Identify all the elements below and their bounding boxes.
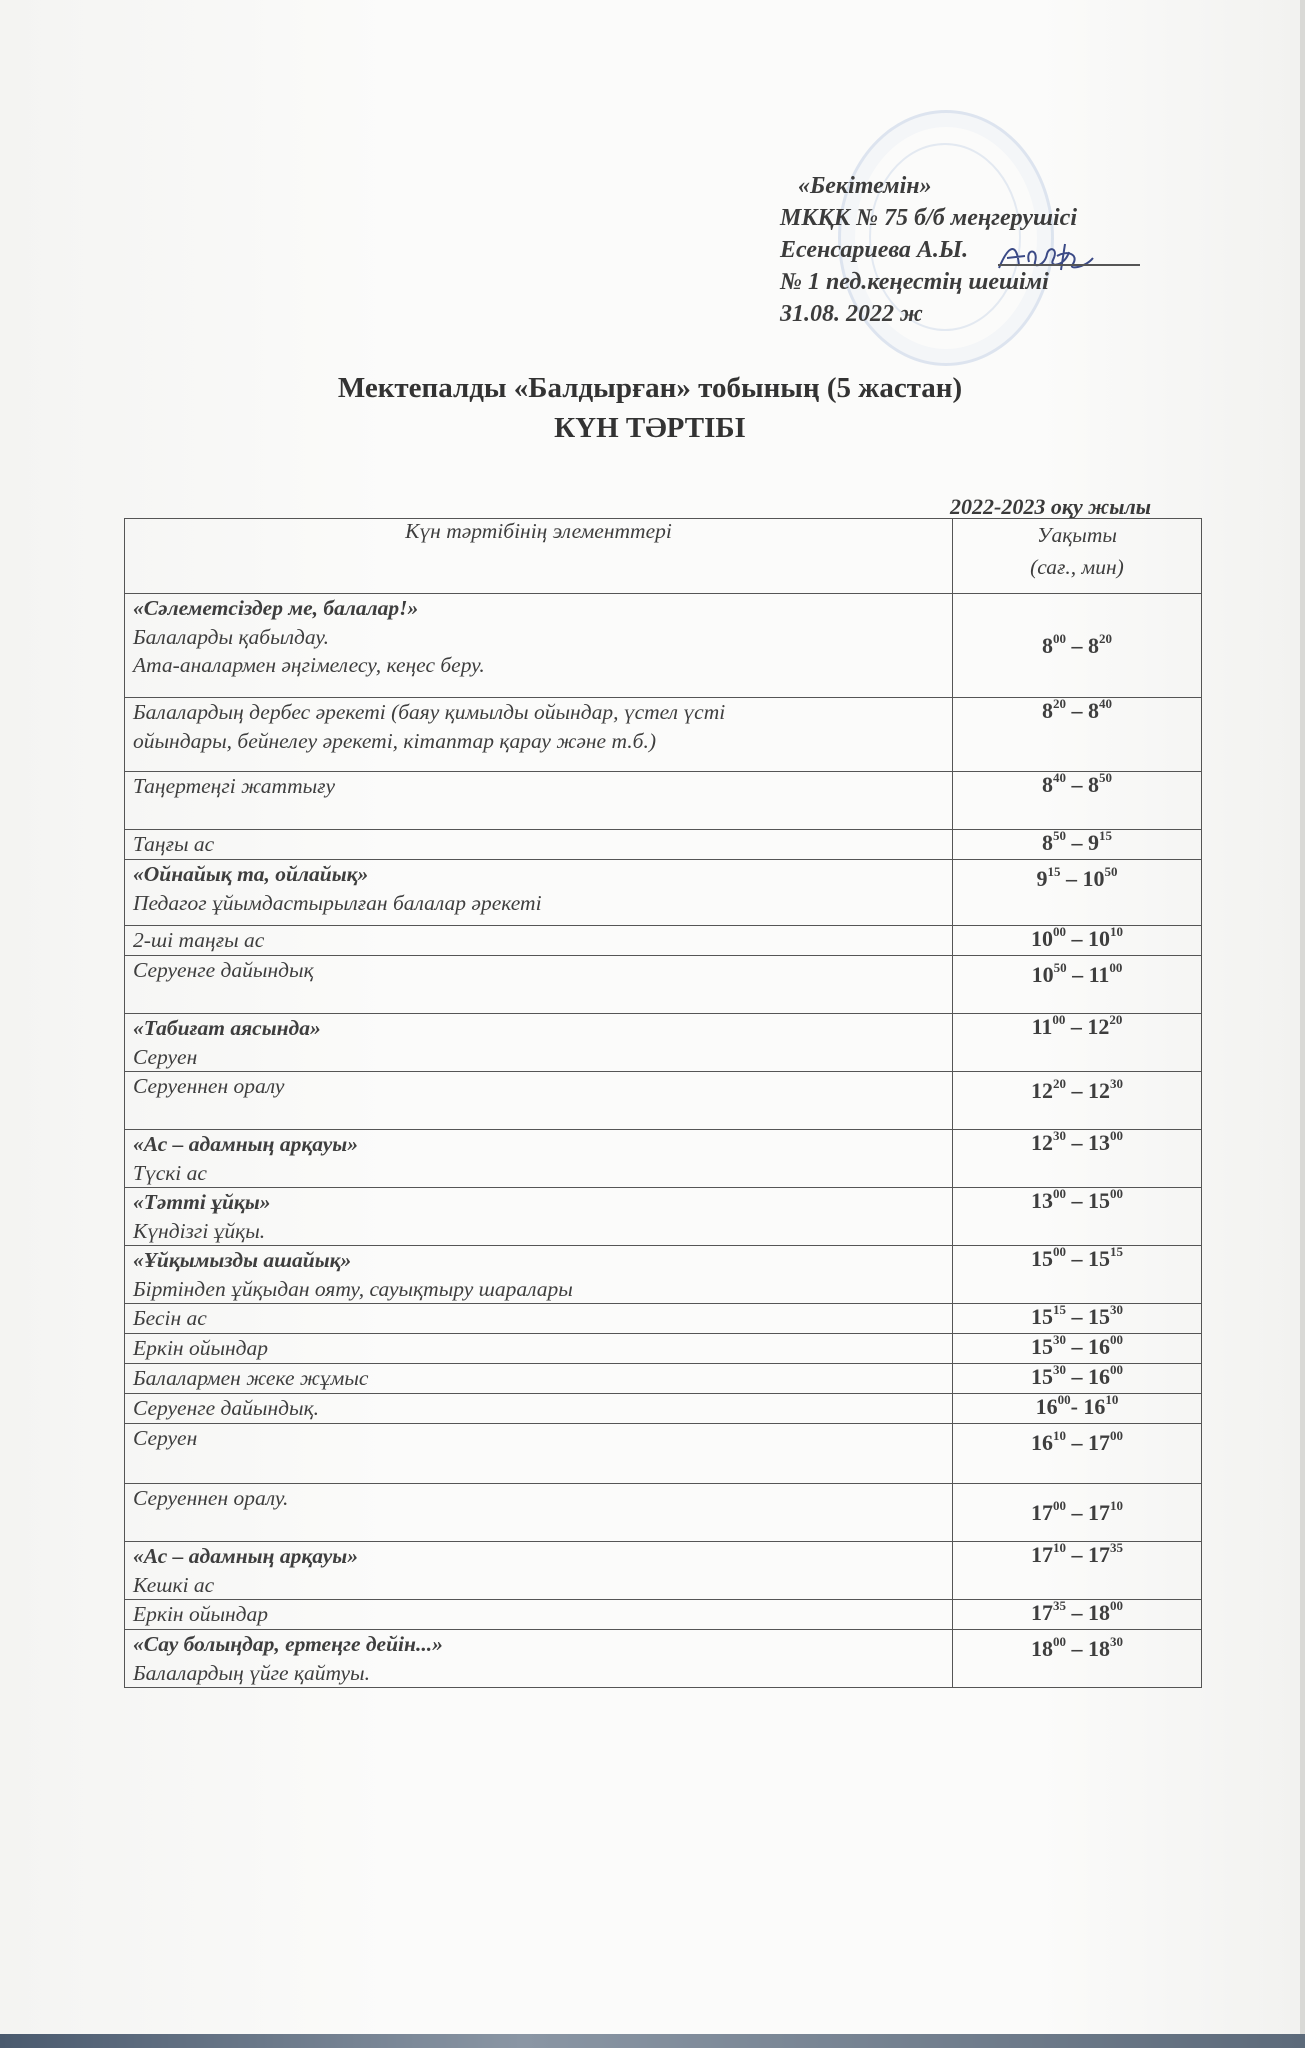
time-separator: – [1066, 926, 1088, 951]
activity-text: Педагог ұйымдастырылған балалар әрекеті [133, 890, 542, 915]
academic-year: 2022-2023 оқу жылы [950, 494, 1152, 519]
time-separator: – [1066, 1499, 1088, 1525]
time-separator: – [1066, 1130, 1088, 1155]
activity-text: Серуен [133, 1426, 198, 1450]
activity-cell [125, 1334, 953, 1364]
time-separator: – [1066, 1600, 1088, 1625]
start-hour: 17 [1031, 1600, 1053, 1625]
activity-text: Кешкі ас [133, 1572, 215, 1597]
time-separator: – [1066, 772, 1088, 797]
time-separator: - [1070, 1394, 1084, 1419]
time-separator: – [1066, 1430, 1088, 1455]
start-hour: 11 [1031, 1014, 1053, 1039]
activity-heading: «Табиғат аясында» [133, 1016, 321, 1040]
activity-heading: «Ойнайық та, ойлайық» [133, 862, 369, 886]
approval-line: МКҚК № 75 б/б меңгерушісі [780, 205, 1077, 231]
end-minutes: 20 [1099, 630, 1112, 646]
start-hour: 15 [1031, 1364, 1053, 1389]
activity-text: Балалардың дербес әрекеті (баяу қимылды ойындар, үстел үсті [133, 700, 726, 724]
time-separator: – [1060, 866, 1083, 891]
table-row [125, 1130, 1202, 1188]
end-hour: 9 [1088, 830, 1099, 855]
start-minutes: 20 [1053, 696, 1066, 711]
activity-cell [125, 772, 953, 830]
end-minutes: 10 [1110, 1497, 1123, 1513]
schedule-table [124, 518, 1202, 1688]
start-minutes: 00 [1053, 1244, 1066, 1259]
activity-cell [125, 1246, 953, 1304]
end-minutes: 15 [1110, 1244, 1123, 1259]
signature-line [998, 264, 1140, 266]
end-hour: 8 [1088, 698, 1099, 723]
time-cell [953, 772, 1202, 830]
start-minutes: 00 [1053, 924, 1066, 939]
start-hour: 17 [1031, 1542, 1053, 1567]
table-row [125, 1304, 1202, 1334]
activity-text: Ата-аналармен әңгімелесу, кеңес беру. [133, 653, 485, 677]
time-separator: – [1066, 1542, 1088, 1567]
time-cell [953, 698, 1202, 772]
end-minutes: 00 [1110, 1332, 1123, 1347]
activity-heading: «Тәтті ұйқы» [133, 1190, 271, 1214]
activity-heading: «Ұйқымызды ашайық» [133, 1248, 352, 1272]
end-hour: 18 [1088, 1600, 1110, 1625]
time-separator: – [1066, 1188, 1088, 1213]
activity-cell [125, 1600, 953, 1630]
time-separator: – [1066, 962, 1089, 987]
activity-cell [125, 594, 953, 698]
activity-cell [125, 698, 953, 772]
activity-text: Серуенге дайындық [133, 958, 314, 982]
end-hour: 15 [1088, 1188, 1110, 1213]
table-row [125, 698, 1202, 772]
activity-cell [125, 1424, 953, 1484]
activity-cell [125, 1542, 953, 1600]
time-cell [953, 1334, 1202, 1364]
start-hour: 18 [1031, 1636, 1053, 1661]
end-minutes: 40 [1099, 696, 1112, 711]
time-separator: – [1066, 1246, 1088, 1271]
time-cell [953, 594, 1202, 698]
start-minutes: 00 [1057, 1392, 1071, 1407]
table-row [125, 860, 1202, 926]
end-hour: 16 [1088, 1334, 1110, 1359]
activity-cell [125, 926, 953, 956]
end-minutes: 30 [1110, 1302, 1123, 1317]
start-minutes: 00 [1052, 1012, 1066, 1027]
end-minutes: 10 [1110, 924, 1123, 939]
end-hour: 11 [1088, 962, 1110, 987]
start-minutes: 30 [1053, 1332, 1066, 1347]
time-cell [953, 1600, 1202, 1630]
end-hour: 8 [1088, 772, 1099, 797]
handwritten-signature [995, 240, 1105, 274]
approval-line: № 1 пед.кеңестің шешімі [780, 269, 1049, 295]
table-row [125, 1630, 1202, 1688]
end-minutes: 00 [1110, 1128, 1123, 1143]
time-separator: – [1066, 632, 1088, 658]
activity-cell [125, 1364, 953, 1394]
start-hour: 8 [1042, 772, 1053, 797]
activity-heading: «Ас – адамның арқауы» [133, 1544, 358, 1568]
time-cell [953, 1394, 1202, 1424]
end-minutes: 30 [1110, 1634, 1123, 1649]
start-hour: 12 [1031, 1130, 1053, 1155]
end-minutes: 35 [1110, 1540, 1123, 1555]
start-hour: 10 [1031, 926, 1053, 951]
start-hour: 16 [1035, 1394, 1058, 1419]
activity-cell [125, 1072, 953, 1130]
start-minutes: 10 [1053, 1540, 1066, 1555]
time-cell [953, 1424, 1202, 1484]
end-minutes: 00 [1110, 1428, 1123, 1443]
time-separator: – [1066, 1364, 1088, 1389]
activity-cell [125, 1394, 953, 1424]
activity-cell [125, 1188, 953, 1246]
activity-text: Таңертеңгі жаттығу [133, 774, 336, 798]
end-minutes: 00 [1109, 960, 1123, 975]
start-minutes: 40 [1053, 770, 1066, 785]
end-minutes: 00 [1110, 1598, 1123, 1613]
start-minutes: 00 [1053, 1186, 1066, 1201]
activity-cell [125, 956, 953, 1014]
start-minutes: 20 [1053, 1076, 1066, 1091]
activity-text [133, 1101, 944, 1130]
activity-text: Балалардың үйге қайтуы. [133, 1660, 370, 1685]
time-cell [953, 1188, 1202, 1246]
table-row [125, 1364, 1202, 1394]
start-minutes: 15 [1047, 864, 1061, 879]
end-hour: 17 [1088, 1499, 1110, 1525]
activity-text: ойындары, бейнелеу әрекеті, кітаптар қарау және т.б.) [133, 728, 656, 753]
table-row [125, 1600, 1202, 1630]
end-minutes: 30 [1110, 1076, 1123, 1091]
end-hour: 8 [1088, 632, 1099, 658]
page-bottom-edge [0, 2034, 1305, 2048]
table-row [125, 926, 1202, 956]
activity-text: Күндізгі ұйқы. [133, 1218, 266, 1243]
time-cell [953, 1246, 1202, 1304]
activity-cell [125, 1630, 953, 1688]
time-cell [953, 926, 1202, 956]
activity-text [133, 801, 944, 830]
table-row [125, 956, 1202, 1014]
time-cell [953, 1630, 1202, 1688]
activity-text: Серуенге дайындық. [133, 1396, 320, 1420]
start-hour: 15 [1031, 1246, 1053, 1271]
activity-text: Бесін ас [133, 1306, 207, 1330]
activity-heading: «Сау болыңдар, ертеңге дейін...» [133, 1632, 443, 1656]
table-row [125, 1542, 1202, 1600]
header-time [953, 519, 1202, 594]
activity-text [133, 1453, 944, 1482]
end-minutes: 20 [1109, 1012, 1123, 1027]
start-minutes: 15 [1053, 1302, 1066, 1317]
table-row [125, 830, 1202, 860]
start-hour: 10 [1031, 962, 1054, 987]
activity-text: Түскі ас [133, 1160, 207, 1185]
approval-line: «Бекітемін» [798, 173, 932, 199]
end-minutes: 15 [1099, 828, 1112, 843]
activity-cell [125, 860, 953, 926]
start-minutes: 50 [1053, 960, 1067, 975]
header-time-unit: (сағ., мин) [1030, 555, 1124, 579]
start-hour: 12 [1031, 1078, 1053, 1103]
time-separator: – [1066, 698, 1088, 723]
time-separator: – [1066, 1636, 1088, 1661]
table-row [125, 1188, 1202, 1246]
start-minutes: 00 [1053, 630, 1066, 646]
end-hour: 12 [1088, 1078, 1110, 1103]
end-hour: 16 [1088, 1364, 1110, 1389]
table-row [125, 772, 1202, 830]
start-hour: 8 [1042, 698, 1053, 723]
start-hour: 16 [1031, 1430, 1053, 1455]
end-hour: 15 [1088, 1246, 1110, 1271]
end-hour: 10 [1082, 866, 1105, 891]
activity-cell [125, 1304, 953, 1334]
table-header-row [125, 519, 1202, 594]
table-row [125, 1246, 1202, 1304]
header-elements: Күн тәртібінің элементтері [125, 519, 953, 594]
activity-heading: «Ас – адамның арқауы» [133, 1132, 358, 1156]
time-cell [953, 860, 1202, 926]
time-cell [953, 830, 1202, 860]
time-cell [953, 1014, 1202, 1072]
header-time-label: Уақыты [1037, 523, 1117, 547]
start-hour: 8 [1042, 830, 1053, 855]
time-cell [953, 1542, 1202, 1600]
end-minutes: 00 [1110, 1362, 1123, 1377]
document-title: Мектепалды «Балдырған» тобының (5 жастан) [337, 372, 963, 404]
start-hour: 8 [1042, 632, 1053, 658]
table-row [125, 1424, 1202, 1484]
activity-text: Балаларды қабылдау. [133, 624, 329, 649]
start-hour: 17 [1031, 1499, 1053, 1525]
activity-text: 2-ші таңғы ас [133, 928, 265, 952]
activity-text: Еркін ойындар [133, 1336, 269, 1360]
start-hour: 9 [1036, 866, 1048, 891]
table-row [125, 1072, 1202, 1130]
activity-cell [125, 1130, 953, 1188]
table-row [125, 1484, 1202, 1542]
table-row [125, 1014, 1202, 1072]
start-minutes: 30 [1053, 1128, 1066, 1143]
activity-text: Біртіндеп ұйқыдан ояту, сауықтыру шаралары [133, 1276, 573, 1301]
activity-text [133, 1513, 944, 1542]
start-minutes: 35 [1053, 1598, 1066, 1613]
time-cell [953, 1484, 1202, 1542]
start-minutes: 00 [1053, 1497, 1066, 1513]
end-hour: 17 [1088, 1430, 1110, 1455]
time-cell [953, 1364, 1202, 1394]
end-hour: 12 [1087, 1014, 1110, 1039]
start-minutes: 00 [1053, 1634, 1066, 1649]
end-hour: 16 [1083, 1394, 1106, 1419]
end-hour: 18 [1088, 1636, 1110, 1661]
time-cell [953, 1130, 1202, 1188]
time-cell [953, 956, 1202, 1014]
activity-heading: «Сәлеметсіздер ме, балалар!» [133, 596, 419, 620]
document-subtitle: КҮН ТӘРТІБІ [554, 412, 746, 444]
activity-cell [125, 1484, 953, 1542]
end-hour: 15 [1088, 1304, 1110, 1329]
activity-cell [125, 830, 953, 860]
time-separator: – [1066, 1334, 1088, 1359]
end-hour: 13 [1088, 1130, 1110, 1155]
activity-text: Серуеннен оралу. [133, 1486, 289, 1510]
activity-cell [125, 1014, 953, 1072]
start-hour: 13 [1031, 1188, 1053, 1213]
table-row [125, 594, 1202, 698]
start-minutes: 10 [1053, 1428, 1066, 1443]
end-hour: 10 [1088, 926, 1110, 951]
start-hour: 15 [1031, 1304, 1053, 1329]
start-minutes: 30 [1053, 1362, 1066, 1377]
end-hour: 17 [1088, 1542, 1110, 1567]
end-minutes: 50 [1104, 864, 1118, 879]
table-row [125, 1394, 1202, 1424]
table-row [125, 1334, 1202, 1364]
end-minutes: 10 [1105, 1392, 1119, 1407]
activity-text: Таңғы ас [133, 832, 215, 856]
time-separator: – [1065, 1014, 1088, 1039]
time-separator: – [1066, 1304, 1088, 1329]
time-cell [953, 1072, 1202, 1130]
time-separator: – [1066, 1078, 1088, 1103]
time-cell [953, 1304, 1202, 1334]
start-hour: 15 [1031, 1334, 1053, 1359]
activity-text [133, 985, 944, 1014]
time-separator: – [1066, 830, 1088, 855]
activity-text: Балалармен жеке жұмыс [133, 1366, 369, 1390]
start-minutes: 50 [1053, 828, 1066, 843]
end-minutes: 00 [1110, 1186, 1123, 1201]
approval-line: 31.08. 2022 ж [780, 301, 923, 327]
approval-line: Есенсариева А.Ы. [780, 237, 969, 263]
activity-text: Серуен [133, 1044, 198, 1069]
activity-text: Серуеннен оралу [133, 1074, 285, 1098]
end-minutes: 50 [1099, 770, 1112, 785]
activity-text: Еркін ойындар [133, 1602, 269, 1626]
